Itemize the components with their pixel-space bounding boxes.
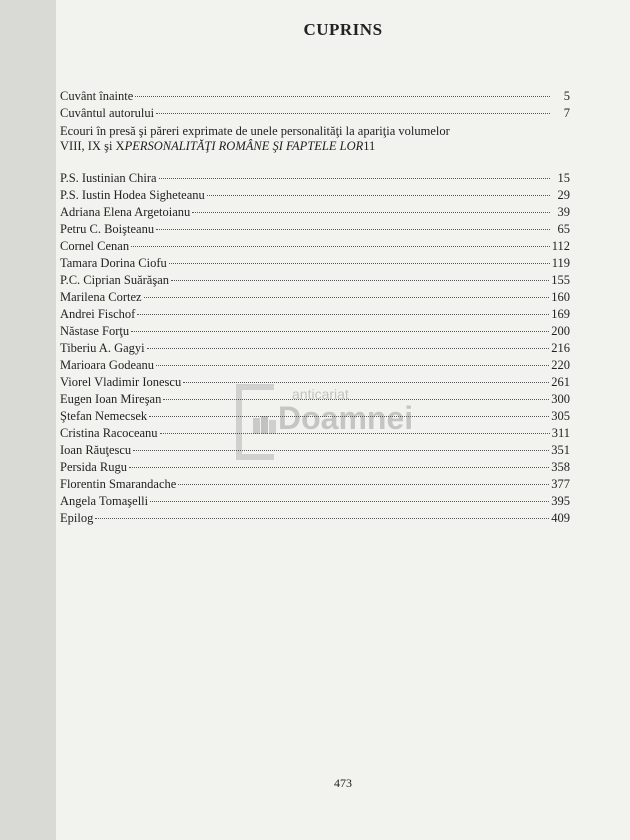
toc-entry-label: Cuvânt înainte — [60, 89, 134, 103]
dot-leader — [156, 229, 550, 230]
dot-leader — [95, 518, 549, 519]
page-number: 473 — [334, 776, 352, 790]
toc-entry — [60, 187, 570, 204]
dot-leader — [171, 280, 549, 281]
toc-entry-label: Adriana Elena Argetoianu — [60, 205, 191, 219]
toc-entry-label: P.S. Iustin Hodea Sigheteanu — [60, 188, 205, 202]
toc-entry-label: Năstase Forţu — [60, 324, 130, 338]
toc-entry-label: Ştefan Nemecsek — [60, 409, 148, 423]
toc-entry-page: 39 — [557, 205, 570, 219]
dot-leader — [144, 297, 550, 298]
dot-leader — [192, 212, 550, 213]
toc-entry — [60, 221, 570, 238]
toc-entry-page: 11 — [363, 139, 376, 153]
toc-entry-label: Tiberiu A. Gagyi — [60, 341, 145, 355]
dot-leader — [149, 416, 549, 417]
toc-entry — [60, 476, 570, 493]
toc-entry — [60, 374, 570, 391]
toc-entry-label: Cristina Racoceanu — [60, 426, 158, 440]
toc-entry-page: 220 — [551, 358, 570, 372]
page-title: CUPRINS — [303, 20, 383, 39]
dot-leader — [135, 96, 550, 97]
toc-entry-label: Tamara Dorina Ciofu — [60, 256, 167, 270]
toc-entry — [60, 425, 570, 442]
toc-entry — [60, 357, 570, 374]
watermark-text: Doamnei — [278, 400, 414, 436]
toc-entry-label: P.S. Iustinian Chira — [60, 171, 157, 185]
toc-entry-page: 351 — [551, 443, 570, 457]
toc-entry-page: 7 — [563, 106, 570, 120]
spacer — [60, 154, 570, 170]
dot-leader — [169, 263, 550, 264]
toc-entry — [60, 238, 570, 255]
toc-entry-page: 216 — [551, 341, 570, 355]
book-page — [56, 0, 630, 840]
dot-leader — [129, 467, 549, 468]
toc-entry-label: Andrei Fischof — [60, 307, 136, 321]
toc-entry-ecouri — [60, 124, 570, 154]
dot-leader — [156, 365, 549, 366]
toc-entry-page: 300 — [551, 392, 570, 406]
dot-leader — [131, 331, 549, 332]
toc-entry — [60, 204, 570, 221]
toc-entry — [60, 323, 570, 340]
table-of-contents — [60, 88, 570, 527]
toc-entry — [60, 289, 570, 306]
toc-entry-page: 112 — [551, 239, 570, 253]
toc-entry — [60, 88, 570, 105]
toc-entry-label: Persida Rugu — [60, 460, 128, 474]
toc-entry — [60, 391, 570, 408]
dot-leader — [178, 484, 549, 485]
toc-entry-label: Marioara Godeanu — [60, 358, 155, 372]
toc-entry-label: Cornel Cenan — [60, 239, 130, 253]
toc-entry-label: Angela Tomaşelli — [60, 494, 149, 508]
dot-leader — [159, 178, 550, 179]
toc-entry-page: 200 — [551, 324, 570, 338]
toc-entry — [60, 340, 570, 357]
toc-entry-label: Eugen Ioan Mireşan — [60, 392, 162, 406]
toc-entry — [60, 170, 570, 187]
toc-entry — [60, 255, 570, 272]
toc-entry-page: 5 — [563, 89, 570, 103]
toc-entry-label: Marilena Cortez — [60, 290, 142, 304]
toc-entry — [60, 105, 570, 122]
toc-entry — [60, 510, 570, 527]
toc-entry-page: 395 — [551, 494, 570, 508]
toc-entry-label: Ioan Răuţescu — [60, 443, 132, 457]
toc-entry-page: 160 — [551, 290, 570, 304]
toc-entry-page: 377 — [551, 477, 570, 491]
dot-leader — [147, 348, 550, 349]
toc-entry-page: 169 — [551, 307, 570, 321]
toc-entry — [60, 459, 570, 476]
toc-entry-page: 261 — [551, 375, 570, 389]
toc-entry-label: P.C. Ciprian Suărăşan — [60, 273, 170, 287]
toc-entry-page: 29 — [557, 188, 570, 202]
toc-entry — [60, 408, 570, 425]
dot-leader — [163, 399, 549, 400]
dot-leader — [137, 314, 549, 315]
toc-entry-page: 311 — [551, 426, 570, 440]
ecouri-line-2-title: PERSONALITĂŢI ROMÂNE ŞI FAPTELE LOR — [124, 139, 364, 153]
ecouri-line-1: Ecouri în presă şi păreri exprimate de unele personalităţi la apariţia volumelor — [60, 124, 450, 138]
dot-leader — [156, 113, 550, 114]
toc-entry-page: 409 — [551, 511, 570, 525]
toc-entry — [60, 442, 570, 459]
watermark-subtext: anticariat — [292, 386, 349, 402]
toc-entry-label: Viorel Vladimir Ionescu — [60, 375, 182, 389]
toc-entry-label: Florentin Smarandache — [60, 477, 177, 491]
dot-leader — [183, 382, 549, 383]
toc-entry-page: 119 — [551, 256, 570, 270]
toc-entry — [60, 493, 570, 510]
toc-entry-label: Epilog — [60, 511, 94, 525]
dot-leader — [160, 433, 550, 434]
toc-entry-label: Cuvântul autorului — [60, 106, 155, 120]
toc-entry-page: 15 — [557, 171, 570, 185]
toc-entry-page: 358 — [551, 460, 570, 474]
dot-leader — [150, 501, 549, 502]
toc-entry — [60, 272, 570, 289]
ecouri-line-2-prefix: VIII, IX şi X — [60, 139, 125, 153]
toc-entry — [60, 306, 570, 323]
dot-leader — [131, 246, 550, 247]
toc-entry-page: 65 — [557, 222, 570, 236]
dot-leader — [133, 450, 549, 451]
toc-entry-page: 155 — [551, 273, 570, 287]
toc-entry-page: 305 — [551, 409, 570, 423]
dot-leader — [207, 195, 550, 196]
toc-entry-label: Petru C. Boişteanu — [60, 222, 155, 236]
